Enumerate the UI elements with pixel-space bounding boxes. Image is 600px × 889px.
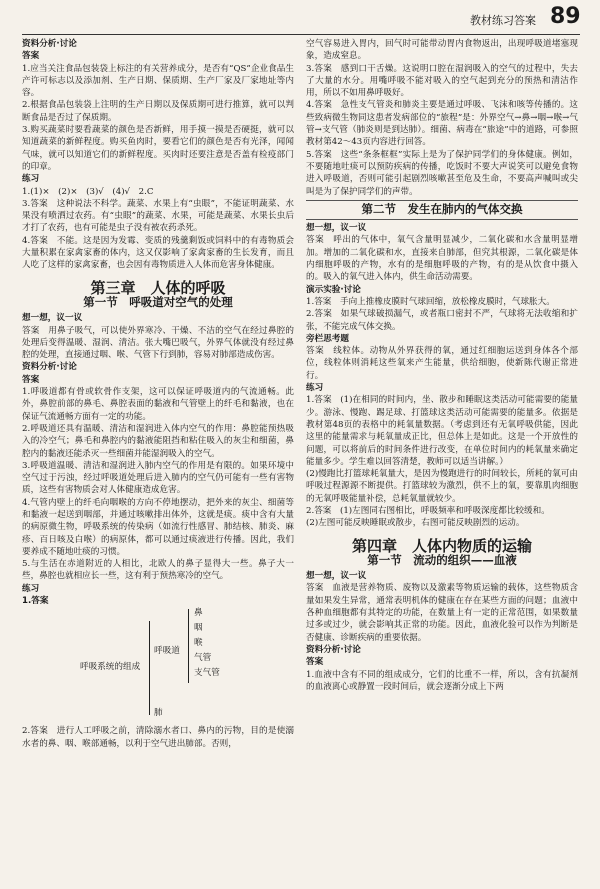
- subheading: 资料分析·讨论: [22, 39, 77, 49]
- paragraph: 2.答案 进行人工呼吸之前，清除溺水者口、鼻内的污物，目的是使溺水者的鼻、咽、喉部通畅，以利于空气进出肺部。否则，: [22, 726, 294, 749]
- section-title: 第二节 发生在肺内的气体交换: [361, 201, 523, 216]
- subheading: 演示实验·讨论: [306, 284, 361, 295]
- respiratory-system-diagram: [22, 607, 294, 725]
- diagram-lung: 肺: [154, 708, 163, 719]
- paragraph: 4.答案 急性支气管炎和肺炎主要是通过呼吸、飞沫和咳等传播的。这些致病微生物同这患者发病部位的“旅程”是：外界空气→鼻→咽→喉→气管→支气管（肺炎则是到达肺）。细菌、病毒在“旅途”中的道路，可参照教材第42～43页内容进行回答。: [306, 100, 578, 148]
- paragraph: 3.答案 感到口干舌燥。这说明口腔在湿润吸入的空气的过程中，失去了大量的水分。用嘴呼吸不能对吸入的空气起到充分的预热和清洁作用，所以不如用鼻呼吸好。: [306, 63, 578, 99]
- left-column: [22, 38, 294, 750]
- paragraph: (2)慢跑比打篮球耗氧量大，是因为慢跑进行的时间较长，所耗的氧可由呼吸过程源源不断提供。打篮球较为激烈，供不上的氧，要靠肌肉细胞的无氧呼吸能量补偿，总耗氧量就较少。: [306, 469, 578, 504]
- paragraph: 2.答案 (1)左图同右图相比，呼吸频率和呼吸深度都比较缓和。: [306, 505, 550, 516]
- page-number: 89: [550, 4, 581, 29]
- section-title: 第一节 流动的组织——血液: [367, 552, 517, 567]
- paragraph: 1.答案 (1)在相同的时间内，坐、散步和睡眠这类活动可能需要的能量少。游泳、慢跑、踢足球、打篮球这类活动可能需要的能量多。依据是教材第48页的表格中的耗氧量数据。（考虑到还有无氧呼吸供能，因此这里的能量需求与耗氧量成正比，但总体上是如此。这是一个开放性的问题，可以将前后的时间条件进行改变，在单位时间内的耗氧量来确定能量多少。学生难以回答清楚，教师可以适当讲解。）: [306, 395, 578, 467]
- chapter-title: 第三章 人体的呼吸: [90, 278, 226, 297]
- diagram-part: 鼻: [194, 608, 203, 619]
- paragraph: 5.答案 这些“条条框框”实际上是为了保护同学们的身体健康。例如，不要随地吐痰可以预防疾病的传播，吃饭时不要大声说笑可以避免食物进入呼吸道，否则可能引起剧烈咳嗽甚至危及生命，不要高声喊叫或尖叫是为了保护同学们的声带。: [306, 149, 578, 197]
- diagram-root: 呼吸系统的组成: [80, 662, 141, 673]
- paragraph: 答案 血液是营养物质、废物以及激素等物质运输的载体，这些物质含量如果发生异常，通常表明机体的健康在存在某些方面的问题；血液中各种血细胞都有其特定的功能，在数量上有一定的正常范围，如果数量过多或过少，就会影响其正常的功能。因此，血液化验可以作为判断是否健康、诊断疾病的重要依据。: [306, 583, 578, 643]
- chapter-title: 第四章 人体内物质的运输: [351, 536, 532, 555]
- section-title: 第一节 呼吸道对空气的处理: [83, 294, 233, 309]
- diagram-part: 咽: [194, 623, 203, 634]
- paragraph: 2.答案 如果气球破损漏气，或者瓶口密封不严，气球将无法收缩和扩张，不能完成气体交换。: [306, 309, 578, 332]
- paragraph: 4.气管内壁上的纤毛向咽喉的方向不停地摆动，把外来的灰尘、细菌等和黏液一起送到咽部，并通过咳嗽排出体外，这就是痰。痰中含有大量的病原微生物，呼吸系统的传染病（如流行性感冒、肺结核、肺炎、麻疹、百日咳及白喉）的病原体，都可以通过痰液进行传播。因此，我们要养成不随地吐痰的习惯。: [22, 497, 294, 557]
- paragraph: 1.答案 手向上推橡皮膜时气球回缩，放松橡皮膜时，气球胀大。: [306, 296, 555, 307]
- paragraph: 2.呼吸道还具有温暖、清洁和湿润进入体内空气的作用：鼻腔能预热吸入的冷空气；鼻毛和鼻腔内的黏液能阻挡和粘住吸入的灰尘和细菌，鼻腔内的黏液还能杀灭一些细菌并能湿润吸入的空气。: [22, 423, 294, 459]
- subheading: 旁栏思考题: [306, 333, 349, 344]
- paragraph: 1.应当关注食品包装袋上标注的有关营养成分，是否有“QS”企业食品生产许可标志以及添加剂、生产日期、保质期、生产厂家及厂家地址等内容。: [22, 63, 294, 99]
- paragraph: 3.答案 这种说法不科学。蔬菜、水果上有“虫眼”，不能证明蔬菜、水果没有喷洒过农药。有“虫眼”的蔬菜、水果，可能是蔬菜、水果长虫后才打了农药，也有可能是虫子没有被农药杀死。: [22, 198, 294, 234]
- answer-label: 答案: [306, 657, 324, 668]
- brace: [188, 609, 189, 683]
- diagram-part: 喉: [194, 638, 203, 649]
- header-title: 教材练习答案: [470, 14, 536, 27]
- paragraph: 3.呼吸道温暖、清洁和湿润进入肺内空气的作用是有限的。如果环境中空气过于污浊，经过呼吸道处理后进入肺内的空气仍可能有一些有害物质，这些有害物质会对人体健康造成危害。: [22, 460, 294, 496]
- paragraph: 答案 呼出的气体中，氧气含量明显减少，二氧化碳和水含量明显增加。增加的二氧化碳和水，直接来自肺部，但究其根源，二氧化碳是体内细胞呼吸的产物，水有的是细胞呼吸的产物，有的是从饮食中摄入的。吸入的氧气进入体内，供生命活动需要。: [306, 235, 578, 283]
- diagram-part: 气管: [194, 653, 212, 664]
- paragraph: 1.呼吸道都有骨或软骨作支架，这可以保证呼吸道内的气流通畅。此外，鼻腔前部的鼻毛、鼻腔表面的黏液和气管壁上的纤毛和黏液，也在保证气流通畅方面有一定的功能。: [22, 387, 294, 422]
- subheading: 想一想，议一议: [306, 571, 367, 582]
- section-rule: [306, 219, 578, 220]
- paragraph: 2.根据食品包装袋上注明的生产日期以及保质期可进行推算，就可以判断食品是否过了保质期。: [22, 100, 294, 123]
- right-column: [306, 38, 578, 693]
- paragraph: 1.血液中含有不同的组成成分，它们的比重不一样，所以，含有抗凝剂的血液离心或静置一段时间后，就会逐渐分成上下两: [306, 669, 578, 692]
- paragraph: 1.(1)× (2)× (3)√ (4)√ 2.C: [22, 186, 154, 197]
- answer-label: 答案: [22, 374, 40, 385]
- section-rule: [306, 200, 578, 201]
- paragraph: 3.购买蔬菜时要看蔬菜的颜色是否新鲜，用手摸一摸是否硬挺，就可以知道蔬菜的新鲜程度。购买鱼肉时，要看它们的颜色是否有光泽，闻闻气味，就可以知道它们的新鲜程度。买肉时还要注意是否盖有检疫部门的印章。: [22, 125, 294, 172]
- answer-label: 1.答案: [22, 596, 49, 607]
- subheading: 资料分析·讨论: [306, 644, 361, 655]
- paragraph: 答案 线粒体。动物从外界获得的氧，通过红细胞运送到身体各个部位，线粒体则消耗这些氧来产生能量，供给细胞，使新陈代谢正常进行。: [306, 346, 578, 381]
- diagram-tract: 呼吸道: [154, 646, 180, 657]
- subheading: 练习: [306, 383, 324, 394]
- subheading: 资料分析·讨论: [22, 362, 77, 373]
- brace: [149, 621, 150, 715]
- answer-label: 答案: [22, 51, 40, 62]
- subheading: 练习: [22, 583, 40, 594]
- subheading: 练习: [22, 174, 40, 185]
- diagram-part: 支气管: [194, 668, 220, 679]
- paragraph: 答案 用鼻子吸气，可以使外界寒冷、干燥、不洁的空气在经过鼻腔的处理后变得温暖、湿润、清洁。张大嘴巴吸气，外界气体就没有经过鼻腔的处理，直接通过咽、喉、气管下行到肺，容易对肺部造成伤害。: [22, 325, 294, 361]
- subheading: 想一想，议一议: [22, 313, 83, 324]
- paragraph: 5.与生活在赤道附近的人相比，北欧人的鼻子显得大一些。鼻子大一些，鼻腔也就相应长一些，这有利于预热寒冷的空气。: [22, 559, 294, 582]
- header-divider: [22, 34, 580, 35]
- paragraph: 空气容易进入胃内，回气时可能带动胃内食物返出，出现呼吸道堵塞现象，造成窒息。: [306, 39, 578, 62]
- paragraph: (2)左图可能反映睡眠或散步，右图可能反映剧烈的运动。: [306, 518, 525, 529]
- paragraph: 4.答案 不能。这是因为发霉、变质的残羹剩饭或饲料中的有毒物质会大量积累在家禽家畜的体内，这又仅影响了家禽家畜的生长发育，而且人吃了这样的家禽家畜，也会因有毒物质进入人体而危害身体健康。: [22, 235, 294, 271]
- subheading: 想一想，议一议: [306, 223, 367, 234]
